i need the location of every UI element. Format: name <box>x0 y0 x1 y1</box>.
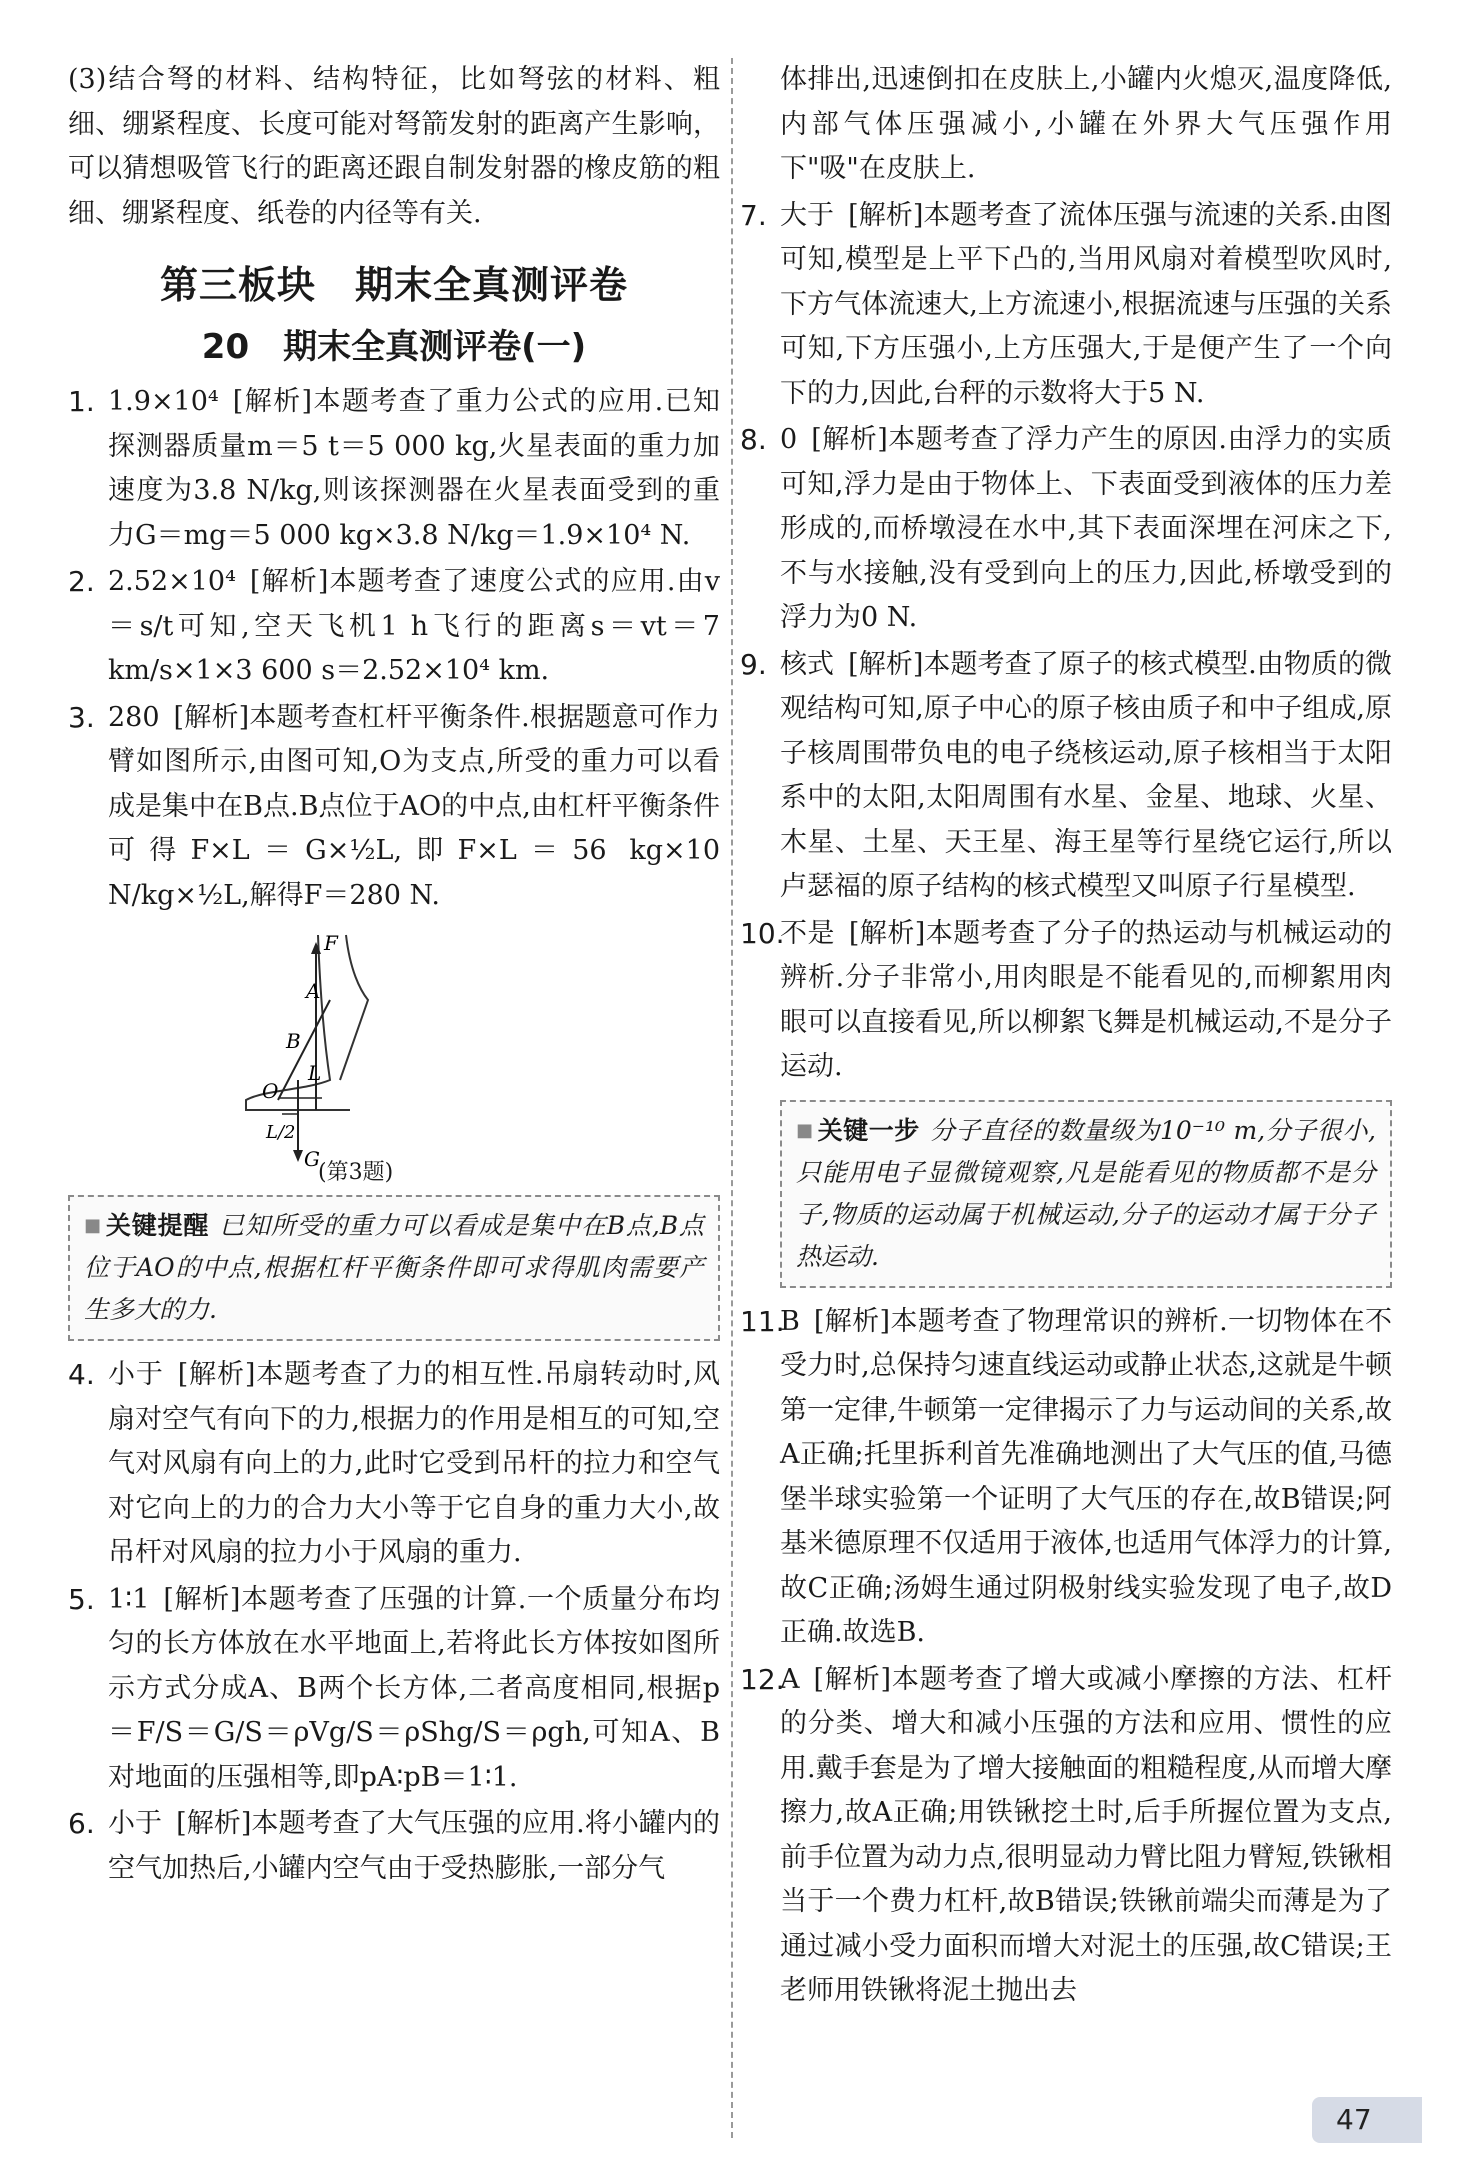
key-step-text: 分子直径的数量级为10⁻¹⁰ m,分子很小,只能用电子显微镜观察,凡是能看见的物质都不是分子,物质的运动属于机械运动,分子的运动才属于分子热运动. <box>796 1115 1376 1271</box>
answer-value: 1.9×10⁴ <box>108 386 219 417</box>
section-title: 第三板块 期末全真测评卷 <box>159 263 628 307</box>
left-column <box>68 58 720 1891</box>
analysis-tag: [解析] <box>813 1305 891 1337</box>
foot-outline-front <box>340 935 368 1080</box>
continuation-paragraph: 体排出,迅速倒扣在皮肤上,小罐内火熄灭,温度降低,内部气体压强减小,小罐在外界大气压强作用下"吸"在皮肤上. <box>780 64 1392 184</box>
answer-value: 小于 <box>108 1808 163 1839</box>
analysis-text: 本题考查了压强的计算.一个质量分布均匀的长方体放在水平地面上,若将此长方体按如图所示方式分成A、B两个长方体,二者高度相同,根据p＝F/S＝G/S＝ρVg/S＝ρShg/S＝ρgh,可知A、B对地面的压强相等,即pA∶pB＝1∶1. <box>108 1583 720 1793</box>
right-column <box>740 58 1392 2014</box>
label-l: L <box>308 1061 322 1085</box>
answer-value: 小于 <box>108 1359 164 1390</box>
analysis-text: 本题考查了增大或减小摩擦的方法、杠杆的分类、增大和减小压强的方法和应用、惯性的应用.戴手套是为了增大接触面的粗糙程度,从而增大摩擦力,故A正确;用铁锹挖土时,后手所握位置为支点,前手位置为动力点,很明显动力臂比阻力臂短,铁锹相当于一个费力杠杆,故B错误;铁锹前端尖而薄是为了通过减小受力面积而增大对泥土的压强,故C错误;王老师用铁锹将泥土抛出去 <box>780 1663 1392 2006</box>
answer-item-4: 4. 小于 [解析]本题考查了力的相互性.吊扇转动时,风扇对空气有向下的力,根据力的作用是相互的可知,空气对风扇有向上的力,此时它受到吊杆的拉力和空气对它向上的力的合力大小等于它自身的重力大小,故吊杆对风扇的拉力小于风扇的重力. <box>68 1358 720 1568</box>
key-hint-label: ■ 关键提醒 <box>84 1211 209 1240</box>
analysis-tag: [解析] <box>177 1359 256 1390</box>
analysis-tag: [解析] <box>811 424 888 455</box>
figure-caption: (第3题) <box>318 1160 394 1185</box>
analysis-tag: [解析] <box>848 199 924 231</box>
analysis-text: 本题考查了大气压强的应用.将小罐内的空气加热后,小罐内空气由于受热膨胀,一部分气 <box>108 1808 720 1884</box>
answer-value: 280 <box>108 701 160 733</box>
label-a: A <box>306 979 321 1003</box>
answer-item-3: 3. 280 [解析]本题考查杠杆平衡条件.根据题意可作力臂如图所示,由图可知,O为支点,所受的重力可以看成是集中在B点.B点位于AO的中点,由杠杆平衡条件可得F×L＝G×½L,即F×L＝56 kg×10 N/kg×½L,解得F＝280 N. <box>68 700 720 911</box>
page-number: 47 <box>1312 2097 1422 2143</box>
analysis-text: 本题考查了重力公式的应用.已知探测器质量m＝5 t＝5 000 kg,火星表面的重力加速度为3.8 N/kg,则该探测器在火星表面受到的重力G＝mg＝5 000 kg×3.8 N/kg＝1.9×10⁴ N. <box>108 386 720 551</box>
analysis-tag: [解析] <box>848 917 926 949</box>
answer-value: 核式 <box>780 648 835 680</box>
test-title: 20 期末全真测评卷(一) <box>201 327 587 367</box>
answer-value: A <box>780 1663 800 1695</box>
answer-item-5: 5. 1∶1 [解析]本题考查了压强的计算.一个质量分布均匀的长方体放在水平地面上,若将此长方体按如图所示方式分成A、B两个长方体,二者高度相同,根据p＝F/S＝G/S＝ρVg/S＝ρShg/S＝ρgh,可知A、B对地面的压强相等,即pA∶pB＝1∶1. <box>68 1582 720 1793</box>
force-arrow-g <box>293 1150 303 1162</box>
label-g: G <box>304 1147 320 1171</box>
analysis-tag: [解析] <box>813 1663 892 1695</box>
intro-paragraph: (3)结合弩的材料、结构特征，比如弩弦的材料、粗细、绷紧程度、长度可能对弩箭发射的距离产生影响，可以猜想吸管飞行的距离还跟自制发射器的橡皮筋的粗细、绷紧程度、纸卷的内径等有关. <box>68 64 720 229</box>
answer-item-10: 10. 不是 [解析]本题考查了分子的热运动与机械运动的辨析.分子非常小,用肉眼是不能看见的,而柳絮用肉眼可以直接看见,所以柳絮飞舞是机械运动,不是分子运动. <box>740 916 1392 1082</box>
foot-lever-figure <box>68 930 720 1185</box>
label-f: F <box>324 931 338 955</box>
answer-item-8: 8. 0 [解析]本题考查了浮力产生的原因.由浮力的实质可知,浮力是由于物体上、下表面受到液体的压力差形成的,而桥墩浸在水中,其下表面深埋在河床之下,不与水接触,没有受到向上的压力,因此,桥墩受到的浮力为0 N. <box>740 423 1392 633</box>
column-divider <box>731 58 733 2138</box>
answer-item-7: 7. 大于 [解析]本题考查了流体压强与流速的关系.由图可知,模型是上平下凸的,当用风扇对着模型吹风时,下方气体流速大,上方流速小,根据流速与压强的关系可知,下方压强小,上方压强大,于是便产生了一个向下的力,因此,台秤的示数将大于5 N. <box>740 198 1392 409</box>
key-hint-box <box>68 1195 720 1341</box>
key-hint-text: 已知所受的重力可以看成是集中在B点,B点位于AO的中点,根据杠杆平衡条件即可求得肌肉需要产生多大的力. <box>84 1211 704 1324</box>
answer-value: B <box>780 1305 800 1337</box>
analysis-text: 本题考查了分子的热运动与机械运动的辨析.分子非常小,用肉眼是不能看见的,而柳絮用肉眼可以直接看见,所以柳絮飞舞是机械运动,不是分子运动. <box>780 917 1392 1082</box>
answer-item-6: 6. 小于 [解析]本题考查了大气压强的应用.将小罐内的空气加热后,小罐内空气由于受热膨胀,一部分气 <box>68 1807 720 1884</box>
answer-value: 不是 <box>780 917 835 949</box>
answer-value: 0 <box>780 424 798 455</box>
answer-item-1: 1. 1.9×10⁴ [解析]本题考查了重力公式的应用.已知探测器质量m＝5 t＝5 000 kg,火星表面的重力加速度为3.8 N/kg,则该探测器在火星表面受到的重力G＝mg＝5 000 kg×3.8 N/kg＝1.9×10⁴ N. <box>68 385 720 551</box>
answer-value: 大于 <box>780 199 835 231</box>
answer-value: 2.52×10⁴ <box>108 566 236 597</box>
answer-item-9: 9. 核式 [解析]本题考查了原子的核式模型.由物质的微观结构可知,原子中心的原子核由质子和中子组成,原子核周围带负电的电子绕核运动,原子核相当于太阳系中的太阳,太阳周围有水星、金星、地球、火星、木星、土星、天王星、海王星等行星绕它运行,所以卢瑟福的原子结构的核式模型又叫原子行星模型. <box>740 647 1392 902</box>
label-b: B <box>286 1029 301 1053</box>
analysis-text: 本题考查杠杆平衡条件.根据题意可作力臂如图所示,由图可知,O为支点,所受的重力可以看成是集中在B点.B点位于AO的中点,由杠杆平衡条件可得F×L＝G×½L,即F×L＝56 kg×10 N/kg×½L,解得F＝280 N. <box>108 701 720 911</box>
analysis-text: 本题考查了原子的核式模型.由物质的微观结构可知,原子中心的原子核由质子和中子组成,原子核周围带负电的电子绕核运动,原子核相当于太阳系中的太阳,太阳周围有水星、金星、地球、火星、木星、土星、天王星、海王星等行星绕它运行,所以卢瑟福的原子结构的核式模型又叫原子行星模型. <box>780 648 1392 902</box>
foot-diagram <box>68 930 720 1185</box>
answer-item-2: 2. 2.52×10⁴ [解析]本题考查了速度公式的应用.由v＝s/t可知,空天飞机1 h飞行的距离s＝vt＝7 km/s×1×3 600 s＝2.52×10⁴ km. <box>68 565 720 686</box>
analysis-tag: [解析] <box>848 648 924 680</box>
analysis-text: 本题考查了浮力产生的原因.由浮力的实质可知,浮力是由于物体上、下表面受到液体的压力差形成的,而桥墩浸在水中,其下表面深埋在河床之下,不与水接触,没有受到向上的压力,因此,桥墩受到的浮力为0 N. <box>780 424 1392 633</box>
analysis-tag: [解析] <box>232 386 313 417</box>
label-o: O <box>262 1079 279 1103</box>
analysis-tag: [解析] <box>173 701 250 733</box>
analysis-text: 本题考查了力的相互性.吊扇转动时,风扇对空气有向下的力,根据力的作用是相互的可知,空气对风扇有向上的力,此时它受到吊杆的拉力和空气对它向上的力的合力大小等于它自身的重力大小,故吊杆对风扇的拉力小于风扇的重力. <box>108 1359 720 1568</box>
analysis-text: 本题考查了速度公式的应用.由v＝s/t可知,空天飞机1 h飞行的距离s＝vt＝7 km/s×1×3 600 s＝2.52×10⁴ km. <box>108 566 720 686</box>
analysis-text: 本题考查了流体压强与流速的关系.由图可知,模型是上平下凸的,当用风扇对着模型吹风时,下方气体流速大,上方流速小,根据流速与压强的关系可知,下方压强小,上方压强大,于是便产生了一个向下的力,因此,台秤的示数将大于5 N. <box>780 199 1392 409</box>
answer-item-12: 12. A [解析]本题考查了增大或减小摩擦的方法、杠杆的分类、增大和减小压强的方法和应用、惯性的应用.戴手套是为了增大接触面的粗糙程度,从而增大摩擦力,故A正确;用铁锹挖土时,后手所握位置为支点,前手位置为动力点,很明显动力臂比阻力臂短,铁锹相当于一个费力杠杆,故B错误;铁锹前端尖而薄是为了通过减小受力面积而增大对泥土的压强,故C错误;王老师用铁锹将泥土抛出去 <box>740 1662 1392 2006</box>
key-step-box <box>780 1100 1392 1288</box>
analysis-tag: [解析] <box>176 1808 252 1839</box>
label-half-l: L/2 <box>266 1122 296 1143</box>
analysis-tag: [解析] <box>249 566 329 597</box>
analysis-text: 本题考查了物理常识的辨析.一切物体在不受力时,总保持匀速直线运动或静止状态,这就是牛顿第一定律,牛顿第一定律揭示了力与运动间的关系,故A正确;托里拆利首先准确地测出了大气压的值,马德堡半球实验第一个证明了大气压的存在,故B错误;阿基米德原理不仅适用于液体,也适用气体浮力的计算,故C正确;汤姆生通过阴极射线实验发现了电子,故D正确.故选B. <box>780 1305 1392 1648</box>
answer-value: 1∶1 <box>108 1583 150 1615</box>
key-step-label: ■ 关键一步 <box>796 1116 920 1145</box>
answer-item-11: 11. B [解析]本题考查了物理常识的辨析.一切物体在不受力时,总保持匀速直线运动或静止状态,这就是牛顿第一定律,牛顿第一定律揭示了力与运动间的关系,故A正确;托里拆利首先准确地测出了大气压的值,马德堡半球实验第一个证明了大气压的存在,故B错误;阿基米德原理不仅适用于液体,也适用气体浮力的计算,故C正确;汤姆生通过阴极射线实验发现了电子,故D正确.故选B. <box>740 1304 1392 1648</box>
analysis-tag: [解析] <box>163 1583 241 1615</box>
